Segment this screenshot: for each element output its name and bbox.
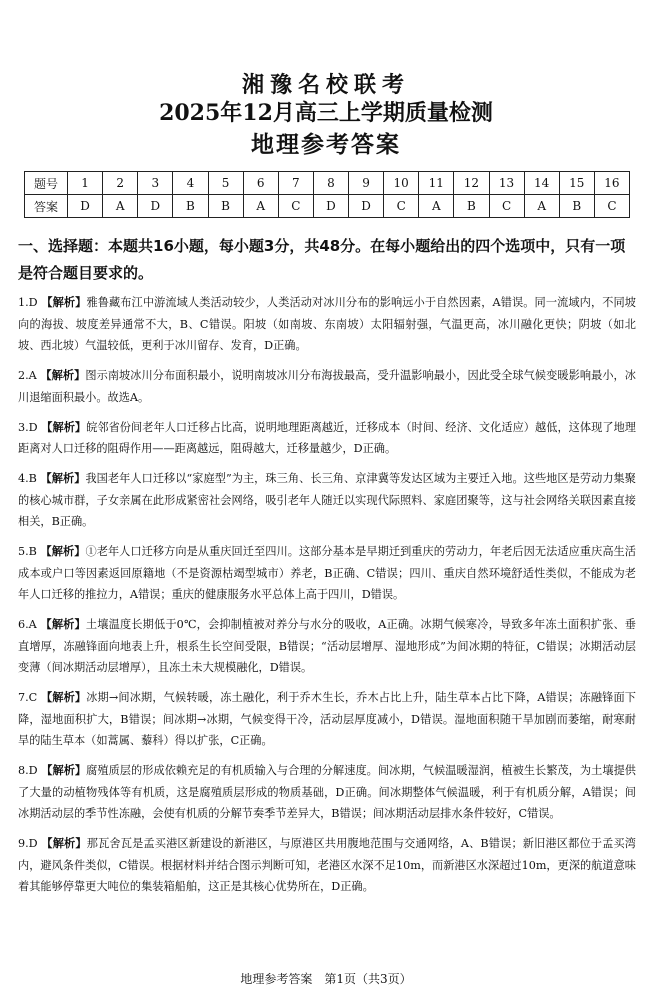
question-number-row [25, 172, 630, 195]
question-number-label: 题号 [25, 172, 68, 195]
item-text: 雅鲁藏布江中游流域人类活动较少，人类活动对冰川分布的影响远小于自然因素，A错误。同一流域内，不同坡向的海拔、坡度差异通常不大，B、C错误。阳坡（如南坡、东南坡）太阳辐射强，气温更高，冰川融化更快；阴坡（如北坡、西北坡）气温较低，更利于冰川留存、发育，D正确。 [18, 296, 636, 352]
item-text: 腐殖质层的形成依赖充足的有机质输入与合理的分解速度。间冰期，气候温暖湿润，植被生长繁茂，为土壤提供了大量的动植物残体等有机质，这是腐殖质层形成的物质基础，D正确。间冰期整体气候温暖，利于有机质分解，A错误；间冰期活动层的季节性冻融，会使有机质的分解节奏季节差异大，B错误；间冰期活动层排水条件较好，C错误。 [18, 764, 636, 820]
item-number: 4.B [18, 472, 37, 485]
answer-cell: C [384, 195, 419, 218]
document-title: 地理参考答案 [251, 131, 401, 158]
answer-label: 答案 [25, 195, 68, 218]
item-number: 3.D [18, 420, 38, 434]
item-text: 图示南坡冰川分布面积最小，说明南坡冰川分布海拔最高，受升温影响最小，因此受全球气候变暖影响最小，冰川退缩面积最小。故选A。 [18, 369, 636, 404]
analysis-tag: 【解析】 [41, 764, 87, 777]
answer-cell: C [278, 195, 313, 218]
answer-cell: A [419, 195, 454, 218]
answer-cell: A [103, 195, 138, 218]
question-number-cell: 14 [524, 172, 559, 195]
answer-cell: D [313, 195, 348, 218]
explanation-item [18, 833, 636, 898]
item-number: 6.A [18, 618, 37, 631]
answer-cell: B [559, 195, 594, 218]
answer-cell: D [68, 195, 103, 218]
item-number: 5.B [18, 545, 37, 558]
explanation-item [18, 687, 636, 752]
answer-cell: C [594, 195, 629, 218]
question-number-cell: 9 [349, 172, 384, 195]
question-number-cell: 15 [559, 172, 594, 195]
explanation-list [18, 292, 636, 906]
explanation-item [18, 292, 636, 357]
analysis-tag: 【解析】 [40, 369, 86, 382]
explanation-item [18, 614, 636, 679]
question-number-cell: 11 [419, 172, 454, 195]
question-number-cell: 4 [173, 172, 208, 195]
item-number: 2.A [18, 369, 37, 382]
question-number-cell: 13 [489, 172, 524, 195]
answer-cell: D [349, 195, 384, 218]
explanation-item [18, 468, 636, 533]
analysis-tag: 【解析】 [41, 837, 87, 850]
analysis-tag: 【解析】 [41, 296, 87, 309]
answer-cell: A [524, 195, 559, 218]
question-number-cell: 7 [278, 172, 313, 195]
question-number-cell: 6 [243, 172, 278, 195]
answer-cell: B [173, 195, 208, 218]
analysis-tag: 【解析】 [40, 472, 86, 485]
item-text: 那瓦舍瓦是孟买港区新建设的新港区，与原港区共用腹地范围与交通网络，A、B错误；新旧港区都位于孟买湾内，避风条件类似，C错误。根据材料并结合图示判断可知，老港区水深不足10m，而新港区水深超过10m，更深的航道意味着其能够停靠更大吨位的集装箱船舶，这正是其核心优势所在，D正确。 [18, 837, 636, 893]
exam-name-title: 2025年12月高三上学期质量检测 [159, 100, 493, 126]
item-text: 我国老年人口迁移以“家庭型”为主，珠三角、长三角、京津冀等发达区域为主要迁入地。这些地区是劳动力集聚的核心城市群，子女亲属在此形成紧密社会网络，吸引老年人随迁以实现代际照料、家庭团聚等，这与社会网络关联因素直接相关，B正确。 [18, 472, 636, 528]
item-number: 1.D [18, 296, 38, 309]
analysis-tag: 【解析】 [40, 618, 86, 631]
question-number-cell: 5 [208, 172, 243, 195]
explanation-item [18, 541, 636, 606]
section-heading: 一、选择题：本题共16小题，每小题3分，共48分。在每小题给出的四个选项中，只有一项是符合题目要求的。 [18, 237, 626, 282]
item-number: 8.D [18, 764, 38, 777]
question-number-cell: 8 [313, 172, 348, 195]
answer-cell: B [208, 195, 243, 218]
question-number-cell: 2 [103, 172, 138, 195]
explanation-item [18, 760, 636, 825]
explanation-item [18, 365, 636, 408]
item-number: 7.C [18, 691, 38, 704]
question-number-cell: 12 [454, 172, 489, 195]
answer-cell: A [243, 195, 278, 218]
item-text: ①老年人口迁移方向是从重庆回迁至四川。这部分基本是早期迁到重庆的劳动力，年老后因无法适应重庆高生活成本或户口等因素返回原籍地（不是资源枯竭型城市）养老，B正确、C错误；四川、重庆自然环境舒适性类似，不能成为老年人口迁移的推拉力，A错误；重庆的健康服务水平总体上高于四川，D错误。 [18, 545, 636, 601]
page-footer: 地理参考答案 第1页（共3页） [240, 972, 412, 986]
answer-table [24, 171, 630, 218]
item-text: 土壤温度长期低于0℃，会抑制植被对养分与水分的吸收，A正确。冰期气候寒冷，导致多年冻土面积扩张、垂直增厚，冻融锋面向地表上升，根系生长空间受限，B错误；“活动层增厚、湿地形成”为间冰期的特征，C错误；冰期活动层变薄（间冰期活动层增厚），且冻土未大规模融化，D错误。 [18, 618, 636, 674]
item-number: 9.D [18, 837, 38, 850]
answer-cell: D [138, 195, 173, 218]
exam-organizer-title: 湘豫名校联考 [241, 72, 410, 98]
answer-cell: C [489, 195, 524, 218]
item-text: 皖邻省份间老年人口迁移占比高，说明地理距离越近，迁移成本（时间、经济、文化适应）越低，这体现了地理距离对人口迁移的阻碍作用——距离越远，阻碍越大，迁移量越少，D正确。 [18, 420, 636, 455]
question-number-cell: 16 [594, 172, 629, 195]
explanation-item [18, 417, 636, 460]
answer-row [25, 195, 630, 218]
analysis-tag: 【解析】 [40, 545, 86, 558]
answer-cell: B [454, 195, 489, 218]
analysis-tag: 【解析】 [40, 691, 87, 704]
analysis-tag: 【解析】 [41, 420, 87, 434]
question-number-cell: 1 [68, 172, 103, 195]
question-number-cell: 10 [384, 172, 419, 195]
item-text: 冰期→间冰期，气候转暖，冻土融化，利于乔木生长，乔木占比上升，陆生草本占比下降，A错误；冻融锋面下降，湿地面积扩大，B错误；间冰期→冰期，气候变得干冷，活动层厚度减小，D错误。湿地面积随干旱加剧而萎缩，耐寒耐旱的陆生草本（如蒿属、藜科）得以扩张，C正确。 [18, 691, 636, 747]
question-number-cell: 3 [138, 172, 173, 195]
